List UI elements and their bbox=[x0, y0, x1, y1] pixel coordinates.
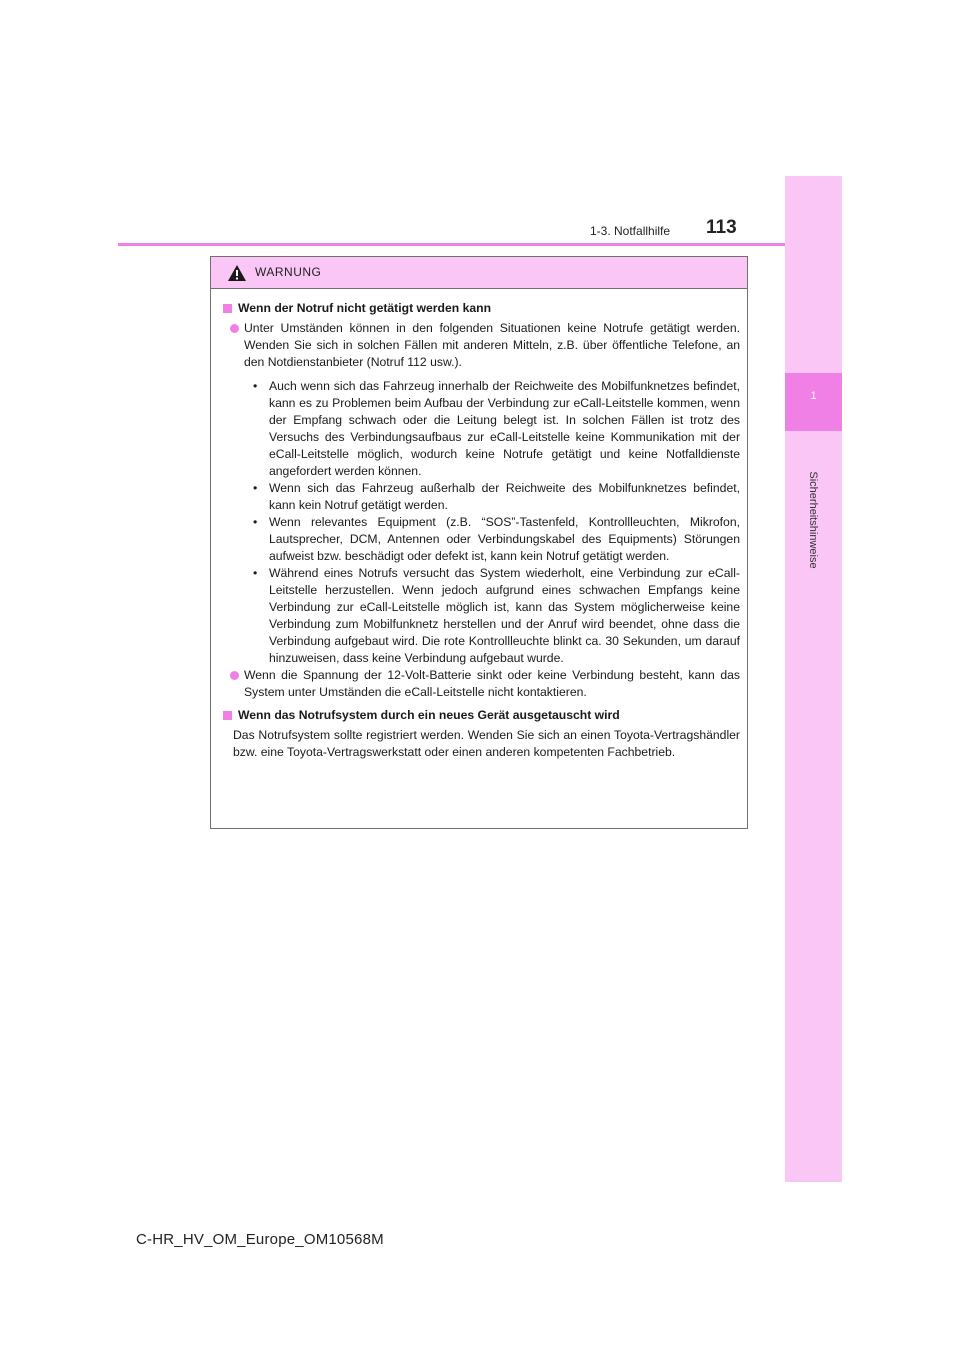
square-bullet-icon bbox=[223, 304, 232, 313]
warning-triangle-icon bbox=[227, 264, 247, 282]
circle-bullet-icon bbox=[230, 671, 239, 680]
sub-list bbox=[223, 378, 740, 667]
page-number: 113 bbox=[706, 217, 737, 238]
sub-list-item-text: Wenn relevantes Equipment (z.B. “SOS”-Tastenfeld, Kontrollleuchten, Mikrofon, Lautsprecher, DCM, Antennen oder Verbindungskabel des Equipments) Störungen aufweist bzw. beschädigt oder defekt ist, kann kein Notruf getätigt werden. bbox=[269, 515, 740, 563]
warning-body bbox=[211, 289, 747, 761]
document-code: C-HR_HV_OM_Europe_OM10568M bbox=[136, 1231, 384, 1248]
dot-bullet-icon: • bbox=[253, 566, 258, 580]
chapter-label: Sicherheitshinweise bbox=[807, 471, 819, 569]
dot-bullet-icon: • bbox=[253, 481, 258, 495]
section-heading bbox=[223, 707, 740, 724]
sub-list-item bbox=[253, 565, 740, 667]
section-heading-text: Wenn das Notrufsystem durch ein neues Gerät ausgetauscht wird bbox=[238, 708, 620, 722]
warning-header bbox=[211, 257, 747, 289]
section-title: 1-3. Notfallhilfe bbox=[590, 224, 671, 238]
header-rule bbox=[118, 243, 785, 246]
warning-box bbox=[210, 256, 748, 829]
sub-list-item-text: Während eines Notrufs versucht das System wiederholt, eine Verbindung zur eCall-Leitstelle herzustellen. Wenn jedoch aufgrund eines schwachen Empfangs keine Verbindung zur eCall-Leitstelle möglich ist, kann das System möglicherweise keine Verbindung zum Mobilfunknetz herstellen und der Anruf wird beendet, ohne dass die Verbindung aufgebaut wird. Die rote Kontrollleuchte blinkt ca. 30 Sekunden, um darauf hinzuweisen, dass keine Verbindung aufgebaut wurde. bbox=[269, 566, 740, 665]
dot-bullet-icon: • bbox=[253, 379, 258, 393]
sub-list-item bbox=[253, 378, 740, 480]
sub-list-item-text: Auch wenn sich das Fahrzeug innerhalb der Reichweite des Mobilfunknetzes befindet, kann es zu Problemen beim Aufbau der Verbindung zur eCall-Leitstelle kommen, wenn der Empfang schwach oder die Leitung belegt ist. In solchen Fällen ist trotz des Versuchs des Verbindungsaufbaus zur eCall-Leitstelle keine Kommunikation mit der eCall-Leitstelle möglich, wodurch keine Notrufe getätigt und keine Notfalldienste angefordert werden können. bbox=[269, 379, 740, 478]
sub-list-item bbox=[253, 480, 740, 514]
chapter-tab-marker bbox=[785, 373, 842, 431]
sub-list-item-text: Wenn sich das Fahrzeug außerhalb der Reichweite des Mobilfunknetzes befindet, kann kein Notruf getätigt werden. bbox=[269, 481, 740, 512]
list-item bbox=[223, 667, 740, 701]
section-heading bbox=[223, 300, 740, 317]
list-item bbox=[223, 320, 740, 371]
list-item-text: Wenn die Spannung der 12-Volt-Batterie sinkt oder keine Verbindung besteht, kann das System unter Umständen die eCall-Leitstelle nicht kontaktieren. bbox=[244, 668, 740, 699]
warning-title: WARNUNG bbox=[255, 265, 322, 279]
section-paragraph: Das Notrufsystem sollte registriert werden. Wenden Sie sich an einen Toyota-Vertragshändler bzw. eine Toyota-Vertragswerkstatt oder einen anderen kompetenten Fachbetrieb. bbox=[233, 728, 740, 759]
chapter-number: 1 bbox=[810, 390, 817, 402]
circle-bullet-icon bbox=[230, 324, 239, 333]
sub-list-item bbox=[253, 514, 740, 565]
dot-bullet-icon: • bbox=[253, 515, 258, 529]
list-item-text: Unter Umständen können in den folgenden Situationen keine Notrufe getätigt werden. Wenden Sie sich in solchen Fällen mit anderen Mitteln, z.B. über öffentliche Telefone, an den Notdienstanbieter (Notruf 112 usw.). bbox=[244, 321, 740, 369]
section-heading-text: Wenn der Notruf nicht getätigt werden kann bbox=[238, 301, 492, 315]
side-tab bbox=[785, 176, 842, 1182]
square-bullet-icon bbox=[223, 711, 232, 720]
